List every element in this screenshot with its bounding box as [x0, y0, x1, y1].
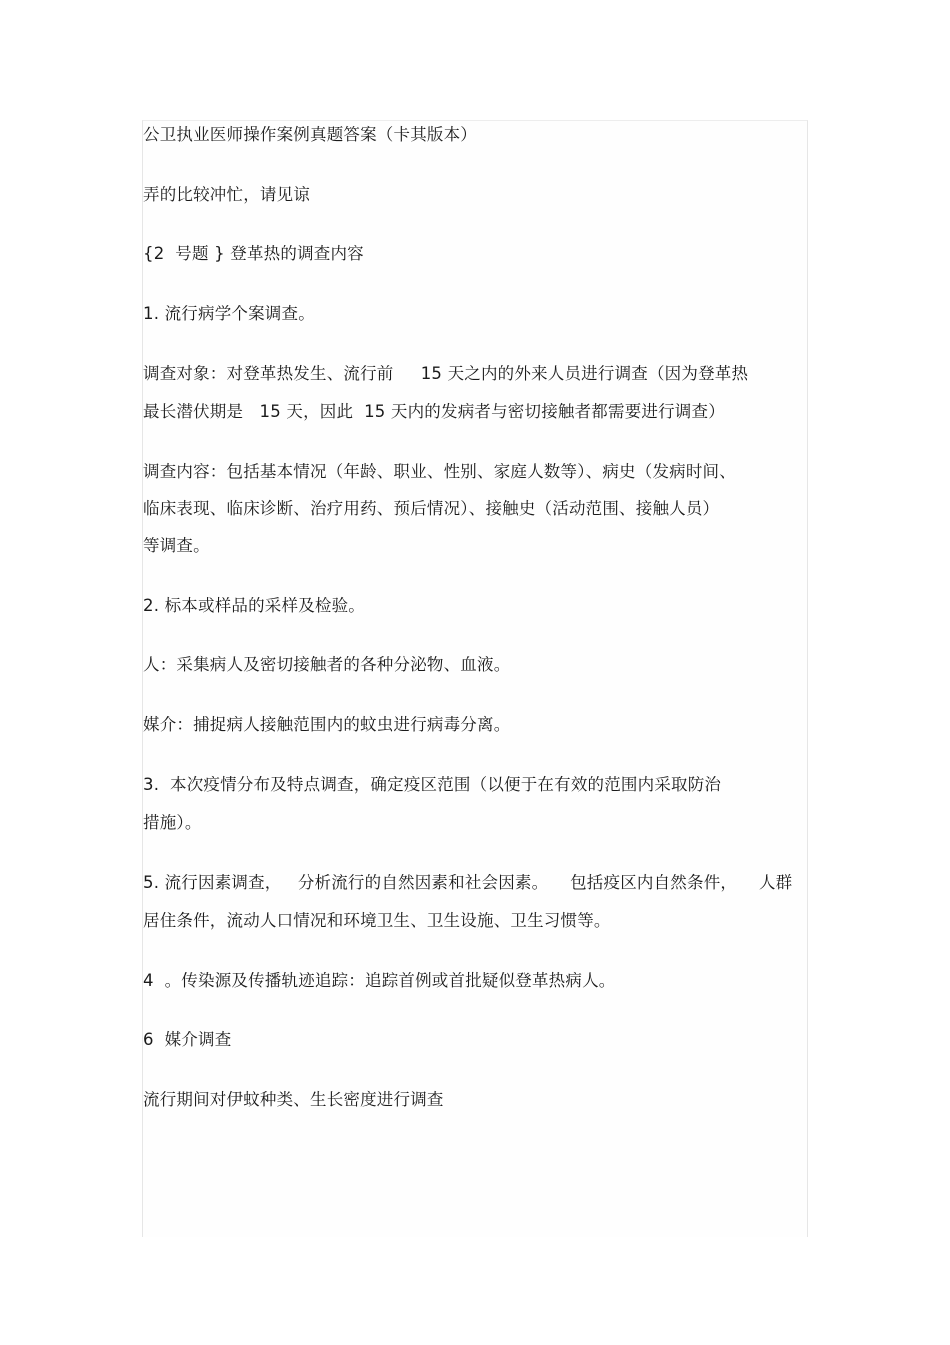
paragraph-line: 最长潜伏期是 15 天，因此 15 天内的发病者与密切接触者都需要进行调查） — [143, 402, 725, 421]
paragraph-line: 人：采集病人及密切接触者的各种分泌物、血液。 — [143, 655, 511, 674]
section-heading: 5. 流行因素调查， 分析流行的自然因素和社会因素。 包括疫区内自然条件， 人群 — [143, 873, 793, 892]
paragraph-line: 调查内容：包括基本情况（年龄、职业、性别、家庭人数等）、病史（发病时间、 — [143, 462, 736, 481]
section-heading: 6 媒介调查 — [143, 1030, 232, 1049]
paragraph-line: 调查对象：对登革热发生、流行前 15 天之内的外来人员进行调查（因为登革热 — [143, 364, 749, 383]
paragraph-line: 措施）。 — [143, 813, 202, 832]
section-heading: 2. 标本或样品的采样及检验。 — [143, 596, 365, 615]
question-heading: {2 号题 } 登革热的调查内容 — [143, 244, 364, 263]
paragraph-line: 媒介：捕捉病人接触范围内的蚊虫进行病毒分离。 — [143, 715, 511, 734]
paragraph-line: 居住条件，流动人口情况和环境卫生、卫生设施、卫生习惯等。 — [143, 911, 611, 930]
document-page — [142, 120, 808, 1237]
paragraph-line: 流行期间对伊蚊种类、生长密度进行调查 — [143, 1090, 444, 1109]
section-heading: 4 。传染源及传播轨迹追踪：追踪首例或首批疑似登革热病人。 — [143, 971, 616, 990]
paragraph-line: 临床表现、临床诊断、治疗用药、预后情况）、接触史（活动范围、接触人员） — [143, 499, 720, 518]
section-heading: 1. 流行病学个案调查。 — [143, 304, 315, 323]
document-note: 弄的比较冲忙，请见谅 — [143, 185, 310, 204]
document-title: 公卫执业医师操作案例真题答案（卡其版本） — [143, 125, 477, 144]
section-heading: 3. 本次疫情分布及特点调查，确定疫区范围（以便于在有效的范围内采取防治 — [143, 775, 722, 794]
paragraph-line: 等调查。 — [143, 536, 210, 555]
